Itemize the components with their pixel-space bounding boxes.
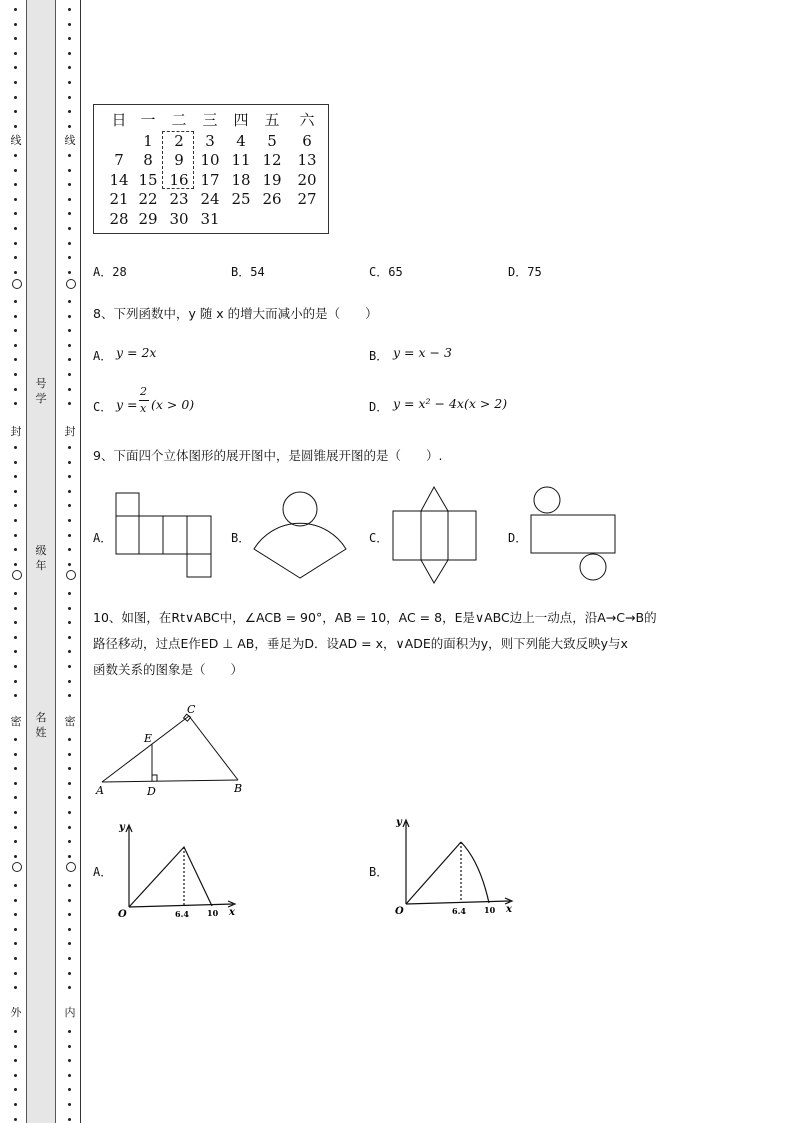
- q8-option-c-pre: y =: [116, 397, 138, 412]
- q7-option-a: A．28: [93, 265, 127, 279]
- calendar-header-cell: 四: [233, 111, 249, 129]
- cube-net-figure: [116, 493, 211, 577]
- calendar-day-cell: 3: [205, 132, 215, 150]
- calendar-day-cell: 15: [138, 171, 158, 189]
- calendar-header-cell: 二: [171, 111, 187, 129]
- q8-option-a-label: A．: [93, 349, 113, 363]
- calendar-day-cell: 4: [236, 132, 246, 150]
- q10-option-b-label: B．: [369, 865, 389, 879]
- y-axis-label: y: [119, 822, 125, 833]
- q8-option-b-label: B．: [369, 349, 389, 363]
- calendar-header-cell: 六: [299, 111, 315, 129]
- calendar-day-cell: 5: [267, 132, 277, 150]
- triangle-figure: [90, 700, 260, 800]
- q8-option-c-numerator: 2: [140, 385, 147, 398]
- field-student-number: 号学: [35, 377, 47, 405]
- graph-option-a: [115, 817, 245, 922]
- q10-stem-line3: 函数关系的图象是（ ）: [93, 662, 244, 677]
- q8-option-b-expr: y = x − 3: [393, 345, 452, 360]
- margin-char-mi-outer: 密: [10, 715, 22, 728]
- q9-stem: 9、下面四个立体图形的展开图中，是圆锥展开图的是（ ）.: [93, 448, 443, 463]
- q8-option-a-expr: y = 2x: [116, 345, 157, 360]
- vertex-a-label: A: [96, 784, 104, 797]
- x-axis-label: x: [506, 904, 512, 915]
- vertex-b-label: B: [234, 782, 243, 795]
- prism-net-figure: [393, 487, 476, 583]
- q8-option-c-label: C．: [93, 400, 113, 414]
- tick-label-10: 10: [207, 908, 219, 918]
- calendar-day-cell: 12: [262, 151, 282, 169]
- q7-option-c: C．65: [369, 265, 403, 279]
- q8-option-c-denominator: x: [140, 402, 147, 415]
- calendar-day-cell: 20: [297, 171, 317, 189]
- q7-option-d: D．75: [508, 265, 542, 279]
- cylinder-net-figure: [531, 487, 615, 580]
- calendar-day-cell: 9: [174, 151, 184, 169]
- calendar-day-cell: 27: [297, 190, 317, 208]
- q9-option-b-label: B．: [231, 531, 251, 545]
- calendar-day-cell: 2: [174, 132, 184, 150]
- calendar-day-cell: 6: [302, 132, 312, 150]
- calendar-day-cell: 17: [200, 171, 220, 189]
- calendar-day-cell: 30: [169, 210, 189, 228]
- margin-char-nei: 内: [64, 1006, 76, 1019]
- calendar-day-cell: 8: [143, 151, 153, 169]
- q8-option-d-expr: y = x² − 4x(x > 2): [393, 396, 508, 411]
- margin-char-feng-inner: 封: [64, 425, 76, 438]
- x-axis-label: x: [229, 907, 235, 918]
- calendar-day-cell: 21: [109, 190, 129, 208]
- q10-stem-line2: 路径移动，过点E作ED ⊥ AB，垂足为D．设AD = x，∨ADE的面积为y，则下列能大致反映y与x: [93, 636, 628, 651]
- calendar-day-cell: 16: [169, 171, 189, 189]
- calendar-header-cell: 三: [202, 111, 218, 129]
- field-name: 名姓: [35, 711, 47, 739]
- calendar-day-cell: 7: [114, 151, 124, 169]
- q8-option-c-domain: (x > 0): [151, 397, 195, 412]
- calendar-header-cell: 日: [111, 111, 127, 129]
- q8-option-d-label: D．: [369, 400, 389, 414]
- calendar-day-cell: 14: [109, 171, 129, 189]
- calendar-day-cell: 13: [297, 151, 317, 169]
- calendar-day-cell: 10: [200, 151, 220, 169]
- q8-stem: 8、下列函数中，y 随 x 的增大而减小的是（ ）: [93, 306, 378, 321]
- q10-stem-line1: 10、如图，在Rt∨ABC中，∠ACB = 90°，AB = 10，AC = 8，E是∨ABC边上一动点，沿A→C→B的: [93, 610, 657, 625]
- calendar-day-cell: 23: [169, 190, 189, 208]
- calendar-day-cell: 22: [138, 190, 158, 208]
- calendar-day-cell: 25: [231, 190, 251, 208]
- graph-option-b: [392, 812, 522, 917]
- calendar-day-cell: 24: [200, 190, 220, 208]
- origin-label: O: [395, 906, 404, 917]
- calendar-day-cell: 28: [109, 210, 129, 228]
- vertex-c-label: C: [187, 703, 196, 716]
- point-e-label: E: [144, 732, 153, 745]
- q10-option-a-label: A．: [93, 865, 113, 879]
- origin-label: O: [118, 909, 127, 920]
- calendar-day-cell: 29: [138, 210, 158, 228]
- calendar-day-cell: 19: [262, 171, 282, 189]
- tick-label-10: 10: [484, 905, 496, 915]
- calendar-day-cell: 18: [231, 171, 251, 189]
- calendar-header-cell: 五: [264, 111, 280, 129]
- q9-option-a-label: A．: [93, 531, 113, 545]
- tick-label-6-4: 6.4: [452, 906, 466, 916]
- point-d-label: D: [147, 785, 156, 798]
- margin-char-wai: 外: [10, 1006, 22, 1019]
- calendar-day-cell: 31: [200, 210, 220, 228]
- calendar-day-cell: 26: [262, 190, 282, 208]
- q7-option-b: B．54: [231, 265, 265, 279]
- margin-char-feng-outer: 封: [10, 425, 22, 438]
- field-grade: 级年: [35, 544, 47, 572]
- calendar-day-cell: 1: [143, 132, 153, 150]
- y-axis-label: y: [396, 817, 402, 828]
- q9-option-d-label: D．: [508, 531, 528, 545]
- calendar-day-cell: 11: [231, 151, 251, 169]
- margin-char-mi-inner: 密: [64, 715, 76, 728]
- tick-label-6-4: 6.4: [175, 909, 189, 919]
- margin-char-xian-inner: 线: [64, 134, 76, 147]
- margin-char-xian-outer: 线: [10, 134, 22, 147]
- q9-option-c-label: C．: [369, 531, 389, 545]
- cone-net-figure: [254, 492, 346, 578]
- calendar-header-cell: 一: [140, 111, 156, 129]
